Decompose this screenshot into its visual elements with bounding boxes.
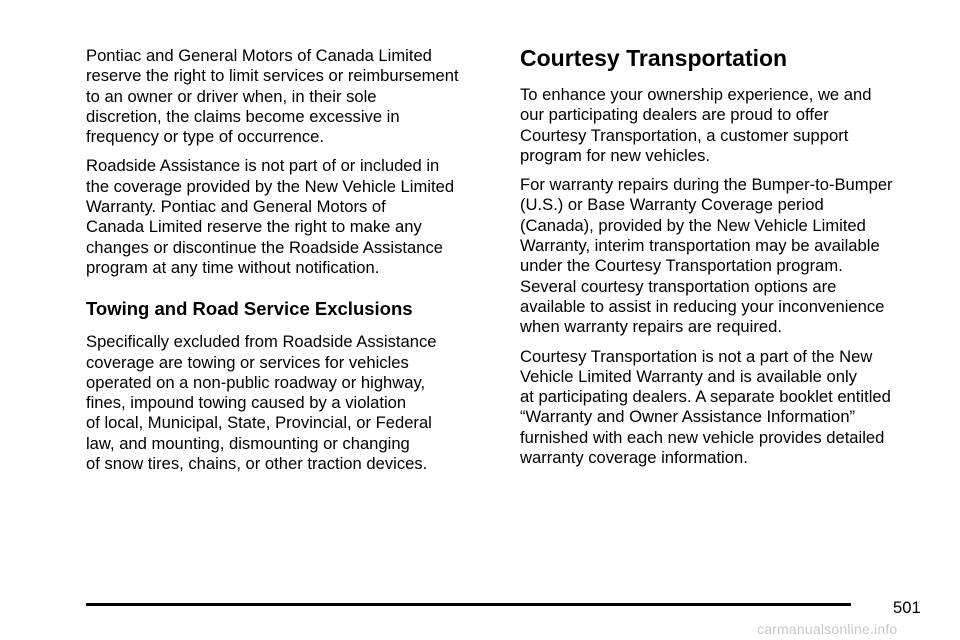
text-line: of local, Municipal, State, Provincial, or Federal: [86, 413, 432, 433]
paragraph-roadside-not-warranty: [86, 156, 506, 278]
text-line: To enhance your ownership experience, we and: [520, 85, 872, 104]
text-line: to an owner or driver when, in their sole: [86, 86, 377, 106]
text-line: frequency or type of occurrence.: [86, 127, 324, 147]
text-line: Canada Limited reserve the right to make any: [86, 217, 422, 237]
text-line: program at any time without notification.: [86, 257, 380, 277]
page-number: 501: [893, 598, 921, 617]
text-line: furnished with each new vehicle provides detailed: [520, 427, 885, 447]
text-line: when warranty repairs are required.: [520, 317, 782, 337]
text-line: Vehicle Limited Warranty and is available only: [520, 366, 857, 386]
text-line: “Warranty and Owner Assistance Information”: [520, 407, 856, 427]
text-line: available to assist in reducing your inconvenience: [520, 296, 885, 316]
text-line: Specifically excluded from Roadside Assistance: [86, 332, 437, 352]
text-line: of snow tires, chains, or other traction devices.: [86, 454, 428, 474]
text-line: under the Courtesy Transportation program.: [520, 256, 843, 276]
text-line: Courtesy Transportation is not a part of the New: [520, 346, 873, 366]
text-line: reserve the right to limit services or reimbursement: [86, 66, 459, 86]
paragraph-limit-services: [86, 46, 506, 147]
text-line: warranty coverage information.: [520, 448, 748, 468]
text-line: Warranty, interim transportation may be available: [520, 236, 880, 256]
text-line: For warranty repairs during the Bumper-to-Bumper: [520, 175, 893, 195]
text-line: fines, impound towing caused by a violation: [86, 393, 407, 413]
text-line: operated on a non-public roadway or highway,: [86, 372, 426, 392]
text-line: Pontiac and General Motors of Canada Limited: [86, 46, 432, 65]
subheading-towing-exclusions: Towing and Road Service Exclusions: [86, 298, 413, 320]
text-line: at participating dealers. A separate booklet entitled: [520, 387, 891, 407]
footer-rule: [86, 603, 851, 606]
text-line: Warranty. Pontiac and General Motors of: [86, 197, 386, 217]
text-line: Several courtesy transportation options are: [520, 276, 837, 296]
right-column: [520, 44, 940, 477]
left-column: [86, 46, 506, 483]
text-line: changes or discontinue the Roadside Assistance: [86, 237, 443, 257]
text-line: Courtesy Transportation, a customer support: [520, 125, 849, 145]
text-line: (Canada), provided by the New Vehicle Limited: [520, 215, 866, 235]
paragraph-not-part-of-warranty: [520, 347, 940, 469]
text-line: law, and mounting, dismounting or changing: [86, 433, 410, 453]
text-line: program for new vehicles.: [520, 145, 710, 165]
watermark: carmanualsonline.info: [757, 621, 898, 637]
heading-courtesy-transportation: Courtesy Transportation: [520, 45, 788, 71]
paragraph-exclusions: [86, 332, 506, 474]
text-line: coverage are towing or services for vehicles: [86, 352, 409, 372]
paragraph-ownership-experience: [520, 85, 940, 166]
text-line: Roadside Assistance is not part of or included in: [86, 156, 440, 176]
text-line: the coverage provided by the New Vehicle Limited: [86, 176, 455, 196]
text-line: our participating dealers are proud to offer: [520, 105, 829, 125]
paragraph-warranty-repairs: [520, 175, 940, 337]
text-line: (U.S.) or Base Warranty Coverage period: [520, 195, 824, 215]
text-line: discretion, the claims become excessive in: [86, 106, 400, 126]
